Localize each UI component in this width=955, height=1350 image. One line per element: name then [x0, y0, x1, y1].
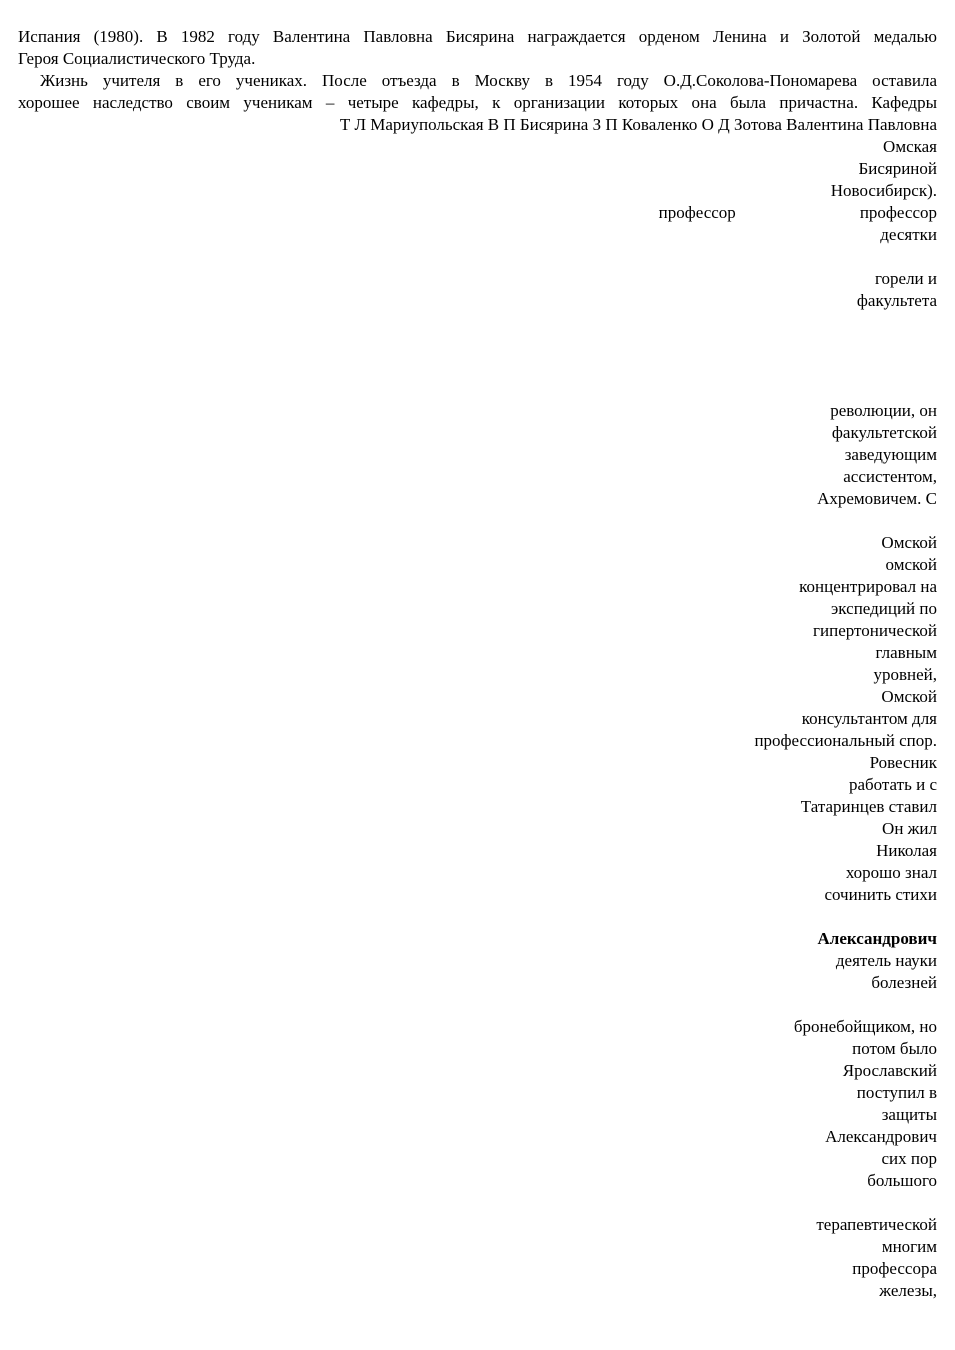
text-fragment: главным: [875, 643, 937, 662]
text-fragment: большого: [867, 1171, 937, 1190]
text-fragment: консультантом для: [801, 709, 937, 728]
text-fragment: Омской: [881, 687, 937, 706]
text-fragment: Он жил: [882, 819, 937, 838]
text-fragment: факультета: [856, 291, 937, 310]
text-fragment-bold: Александрович: [817, 929, 937, 948]
text-line: хорошее наследство своим ученикам – четыре кафедры, к организации которых она была причастна. Кафедры: [18, 93, 937, 112]
text-fragment: железы,: [879, 1281, 937, 1300]
document-page: [18, 26, 937, 1302]
text-fragment: факультетской: [831, 423, 937, 442]
text-fragment: профессора: [852, 1259, 937, 1278]
text-fragment: революции, он: [830, 401, 937, 420]
text-fragment: Ахремовичем. С: [817, 489, 937, 508]
text-fragment: Ровесник: [869, 753, 937, 772]
text-fragment: потом было: [852, 1039, 937, 1058]
text-fragment: деятель науки: [835, 951, 937, 970]
blank-line: [18, 510, 937, 532]
text-fragment: поступил в: [856, 1083, 937, 1102]
text-line: Испания (1980). В 1982 году Валентина Павловна Бисярина награждается орденом Ленина и Золотой медалью: [18, 27, 937, 46]
text-fragment: Николая: [876, 841, 937, 860]
text-fragment: бронебойщиком, но: [793, 1017, 937, 1036]
text-fragment: гипертонической: [813, 621, 937, 640]
blank-line: [18, 378, 937, 400]
text-fragment: ассистентом,: [843, 467, 937, 486]
text-fragment: горели и: [874, 269, 937, 288]
text-fragment: Новосибирск).: [830, 181, 937, 200]
blank-line: [18, 1192, 937, 1214]
text-fragment: концентрировал на: [799, 577, 937, 596]
blank-line: [18, 906, 937, 928]
text-fragment: экспедиций по: [831, 599, 937, 618]
text-fragment: Омской: [881, 533, 937, 552]
text-fragment: десятки: [880, 225, 937, 244]
text-fragment: профессиональный спор.: [754, 731, 937, 750]
text-line: Героя Социалистического Труда.: [18, 49, 256, 68]
text-fragment: Омская: [883, 137, 937, 156]
text-fragment: терапевтической: [816, 1215, 937, 1234]
blank-line: [18, 356, 937, 378]
text-fragment: хорошо знал: [845, 863, 937, 882]
text-fragment: профессор: [658, 203, 736, 222]
text-line: Жизнь учителя в его учениках. После отъезда в Москву в 1954 году О.Д.Соколова-Пономарева оставила: [40, 71, 937, 90]
text-fragment: многим: [881, 1237, 937, 1256]
text-fragment: уровней,: [873, 665, 937, 684]
text-fragment: омской: [885, 555, 937, 574]
blank-line: [18, 312, 937, 334]
text-fragment: работать и с: [848, 775, 937, 794]
text-fragment: заведующим: [844, 445, 937, 464]
blank-line: [18, 994, 937, 1016]
text-fragment: Татаринцев ставил: [800, 797, 937, 816]
text-fragment: болезней: [871, 973, 937, 992]
text-fragment: Александрович: [825, 1127, 937, 1146]
text-fragment-pair: [18, 202, 937, 224]
text-fragment: профессор: [859, 203, 937, 222]
blank-line: [18, 334, 937, 356]
text-fragment: сочинить стихи: [824, 885, 937, 904]
text-fragment: Бисяриной: [858, 159, 937, 178]
blank-line: [18, 246, 937, 268]
text-fragment: сих пор: [881, 1149, 937, 1168]
text-line: Т Л Мариупольская В П Бисярина З П Коваленко О Д Зотова Валентина Павловна: [339, 115, 937, 134]
text-fragment: защиты: [881, 1105, 937, 1124]
text-fragment: Ярославский: [842, 1061, 937, 1080]
